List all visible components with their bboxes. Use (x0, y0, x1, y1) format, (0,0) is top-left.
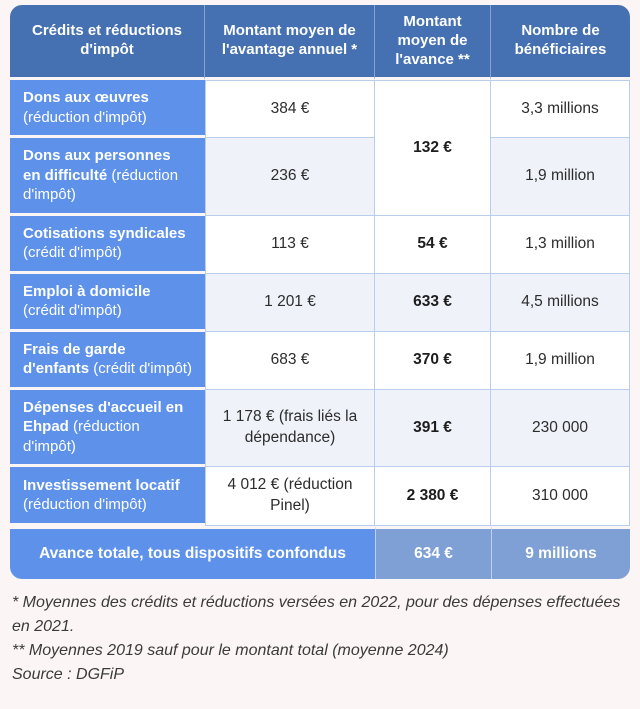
row-label (10, 274, 205, 332)
row-label (10, 216, 205, 274)
beneficiaries-cell: 230 000 (491, 390, 630, 468)
annual-amount-cell: 683 € (205, 332, 375, 390)
advance-amount-cell-merged: 132 € (375, 80, 491, 216)
annual-amount-cell: 1 178 € (frais liés la dépendance) (205, 390, 375, 468)
footnote-1: * Moyennes des crédits et réductions versées en 2022, pour des dépenses effectuées en 2021. (12, 594, 621, 636)
column-header-annual-amount: Montant moyen de l'avantage annuel * (205, 5, 375, 80)
beneficiaries-cell: 3,3 millions (491, 80, 630, 138)
annual-amount-cell: 384 € (205, 80, 375, 138)
advance-amount-cell: 633 € (375, 274, 491, 332)
row-label-suffix: (crédit d'impôt) (23, 244, 122, 262)
column-header-credits: Crédits et réductions d'impôt (10, 5, 205, 80)
column-header-advance-amount: Montant moyen de l'avance ** (375, 5, 491, 80)
row-label-suffix: (crédit d'impôt) (23, 302, 122, 320)
row-label-name: Dons aux œuvres (23, 89, 149, 107)
annual-amount-cell: 4 012 € (réduction Pinel) (205, 467, 375, 526)
table-row (10, 274, 630, 332)
table-row (10, 216, 630, 274)
row-label-suffix: (réduction d'impôt) (23, 108, 147, 126)
row-label-name: Dépenses d'accueil en Ehpad (23, 398, 184, 436)
total-row-label: Avance totale, tous dispositifs confondus (10, 526, 375, 579)
row-label (10, 138, 205, 216)
annual-amount-cell: 236 € (205, 138, 375, 216)
row-label-name: Cotisations syndicales (23, 224, 186, 242)
row-label-suffix: (réduction d'impôt) (23, 496, 147, 514)
annual-amount-cell: 1 201 € (205, 274, 375, 332)
total-row (10, 526, 630, 579)
header-row (10, 5, 630, 80)
beneficiaries-cell: 1,9 million (491, 332, 630, 390)
table-row (10, 332, 630, 390)
footnotes (10, 579, 630, 687)
row-label-name: Dons aux personnes en difficulté (23, 147, 171, 184)
footnote-source: Source : DGFiP (12, 666, 125, 684)
beneficiaries-cell: 1,3 million (491, 216, 630, 274)
advance-amount-cell: 391 € (375, 390, 491, 468)
advance-amount-cell: 54 € (375, 216, 491, 274)
total-advance-cell: 634 € (375, 526, 491, 579)
row-label-suffix: (réduction d'impôt) (23, 418, 140, 455)
beneficiaries-cell: 4,5 millions (491, 274, 630, 332)
row-label (10, 467, 205, 526)
row-label-suffix: (réduction d'impôt) (23, 166, 179, 204)
tax-credits-table (10, 5, 630, 579)
table-row (10, 390, 630, 468)
advance-amount-cell: 2 380 € (375, 467, 491, 526)
row-label-name: Frais de garde d'enfants (23, 340, 126, 378)
column-header-beneficiaries: Nombre de bénéficiaires (491, 5, 630, 80)
row-label (10, 80, 205, 138)
beneficiaries-cell: 310 000 (491, 467, 630, 526)
footnote-2: ** Moyennes 2019 sauf pour le montant total (moyenne 2024) (12, 642, 449, 660)
annual-amount-cell: 113 € (205, 216, 375, 274)
row-label (10, 390, 205, 468)
table-row (10, 467, 630, 526)
row-label (10, 332, 205, 390)
row-label-name: Investissement locatif (23, 476, 180, 494)
total-beneficiaries-cell: 9 millions (491, 526, 630, 579)
advance-amount-cell: 370 € (375, 332, 491, 390)
beneficiaries-cell: 1,9 million (491, 138, 630, 216)
row-label-name: Emploi à domicile (23, 282, 151, 300)
row-label-suffix: (crédit d'impôt) (93, 360, 192, 378)
table-row (10, 138, 630, 216)
table-row (10, 80, 630, 138)
